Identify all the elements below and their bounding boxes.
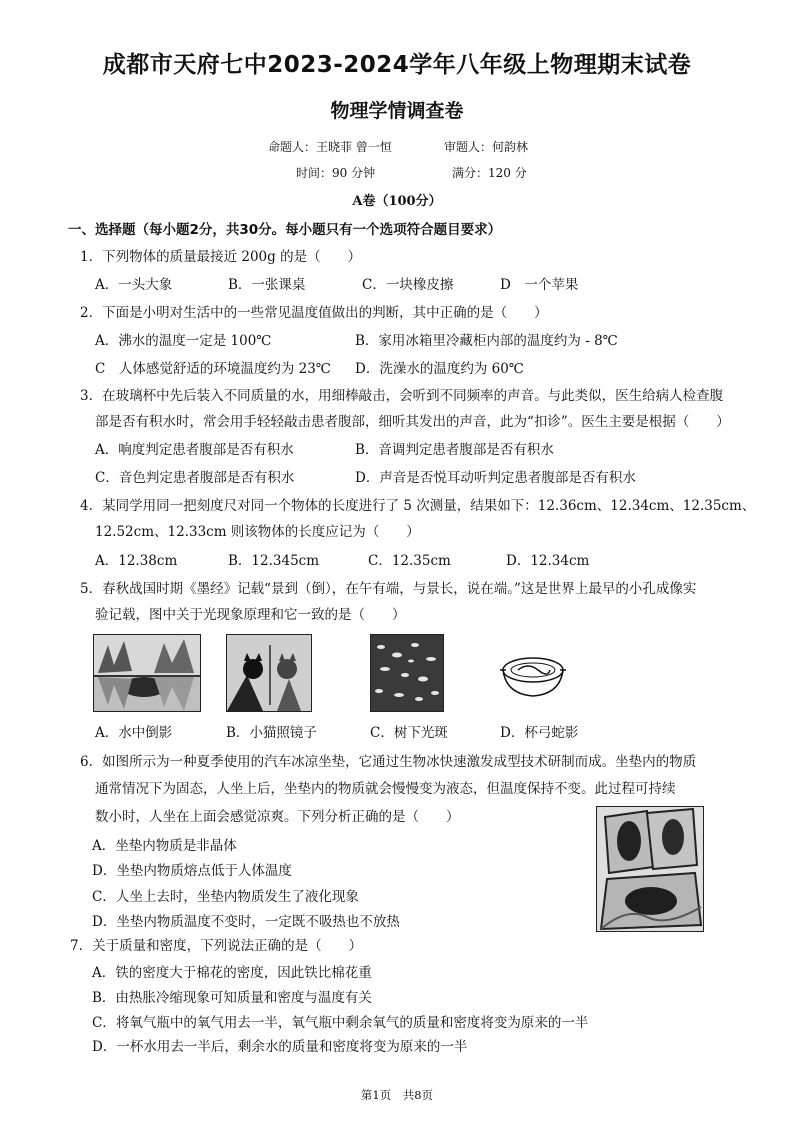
- q4-option-a: A．12.38cm: [95, 553, 178, 569]
- q6-option-a: A．坐垫内物质是非晶体: [92, 838, 237, 854]
- q5-option-d: D．杯弓蛇影: [500, 725, 579, 741]
- reviewer-text: 审题人：何韵林: [444, 140, 529, 154]
- q4-stem-line1: 4．某同学用同一把刻度尺对同一个物体的长度进行了 5 次测量，结果如下：12.36cm、12.34cm、12.35cm、: [80, 498, 756, 514]
- q5-stem-line2: 验记载，图中关于光现象原理和它一致的是（ ）: [95, 607, 406, 623]
- q3-option-c: C．音色判定患者腹部是否有积水: [95, 470, 295, 486]
- q2-option-c: C 人体感觉舒适的环境温度约为 23℃: [95, 361, 331, 377]
- q6-stem-line1: 6．如图所示为一种夏季使用的汽车冰凉坐垫，它通过生物冰快速激发成型技术研制而成。坐垫内的物质: [80, 754, 697, 770]
- q7-option-a: A．铁的密度大于棉花的密度，因此铁比棉花重: [92, 965, 372, 981]
- q6-option-b: D．坐垫内物质熔点低于人体温度: [92, 863, 292, 879]
- section-heading: 一、选择题（每小题2分，共30分。每小题只有一个选项符合题目要求）: [68, 222, 502, 238]
- q4-option-b: B．12.345cm: [228, 553, 320, 569]
- car-seat-cushion-image: [596, 806, 704, 932]
- q7-stem: 7．关于质量和密度，下列说法正确的是（ ）: [70, 938, 363, 954]
- q1-option-a: A．一头大象: [95, 277, 173, 293]
- q2-option-b: B．家用冰箱里冷藏柜内部的温度约为 - 8℃: [355, 333, 618, 349]
- q6-option-c: C．人坐上去时，坐垫内物质发生了液化现象: [92, 889, 359, 905]
- q1-option-b: B．一张课桌: [228, 277, 306, 293]
- q1-option-c: C．一块橡皮擦: [362, 277, 454, 293]
- q3-stem-line2: 部是否有积水时，常会用手轻轻敲击患者腹部，细听其发出的声音，此为“扣诊”。医生主要是根据（ ）: [95, 414, 730, 430]
- score-text: 满分：120 分: [452, 166, 527, 180]
- tree-light-spots-image: [370, 634, 444, 712]
- q3-option-d: D．声音是否悦耳动听判定患者腹部是否有积水: [355, 470, 636, 486]
- q7-option-b: B．由热胀冷缩现象可知质量和密度与温度有关: [92, 990, 372, 1006]
- q5-stem-line1: 5．春秋战国时期《墨经》记载“景到（倒），在午有端，与景长，说在端。”这是世界上最早的小孔成像实: [80, 581, 697, 597]
- q1-stem: 1．下列物体的质量最接近 200g 的是（ ）: [80, 249, 362, 265]
- q5-option-c: C．树下光斑: [370, 725, 448, 741]
- q1-option-d: D 一个苹果: [500, 277, 579, 293]
- cat-mirror-image: [226, 634, 312, 712]
- cup-bow-image: [498, 650, 568, 704]
- q6-stem-line2: 通常情况下为固态，人坐上后，坐垫内的物质就会慢慢变为液态，但温度保持不变。此过程可持续: [95, 781, 676, 797]
- q6-stem-line3: 数小时，人坐在上面会感觉凉爽。下列分析正确的是（ ）: [95, 809, 460, 825]
- section-a-title: A卷（100分）: [352, 194, 442, 209]
- q3-stem-line1: 3．在玻璃杯中先后装入不同质量的水，用细棒敲击，会听到不同频率的声音。与此类似，医生给病人检查腹: [80, 388, 724, 404]
- q6-option-d: D．坐垫内物质温度不变时，一定既不吸热也不放热: [92, 914, 400, 930]
- q4-option-c: C．12.35cm: [368, 553, 451, 569]
- q2-stem: 2．下面是小明对生活中的一些常见温度值做出的判断，其中正确的是（ ）: [80, 305, 548, 321]
- q4-stem-line2: 12.52cm、12.33cm 则该物体的长度应记为（ ）: [95, 524, 420, 540]
- q5-option-b: B．小猫照镜子: [226, 725, 317, 741]
- time-text: 时间：90 分钟: [296, 166, 376, 180]
- q7-option-c: C．将氧气瓶中的氧气用去一半，氧气瓶中剩余氧气的质量和密度将变为原来的一半: [92, 1015, 589, 1031]
- page-subtitle: 物理学情调查卷: [330, 100, 464, 122]
- q2-option-a: A．沸水的温度一定是 100℃: [95, 333, 272, 349]
- q7-option-d: D．一杯水用去一半后，剩余水的质量和密度将变为原来的一半: [92, 1039, 468, 1055]
- q4-option-d: D．12.34cm: [506, 553, 590, 569]
- page-title: 成都市天府七中2023-2024学年八年级上物理期末试卷: [102, 52, 692, 78]
- q3-option-a: A．响度判定患者腹部是否有积水: [95, 442, 294, 458]
- q3-option-b: B．音调判定患者腹部是否有积水: [355, 442, 554, 458]
- authors-text: 命题人：王晓菲 曾一恒: [268, 140, 392, 154]
- q2-option-d: D．洗澡水的温度约为 60℃: [355, 361, 524, 377]
- q5-option-a: A．水中倒影: [95, 725, 173, 741]
- page-number: 第1页 共8页: [360, 1088, 434, 1102]
- water-reflection-image: [93, 634, 201, 712]
